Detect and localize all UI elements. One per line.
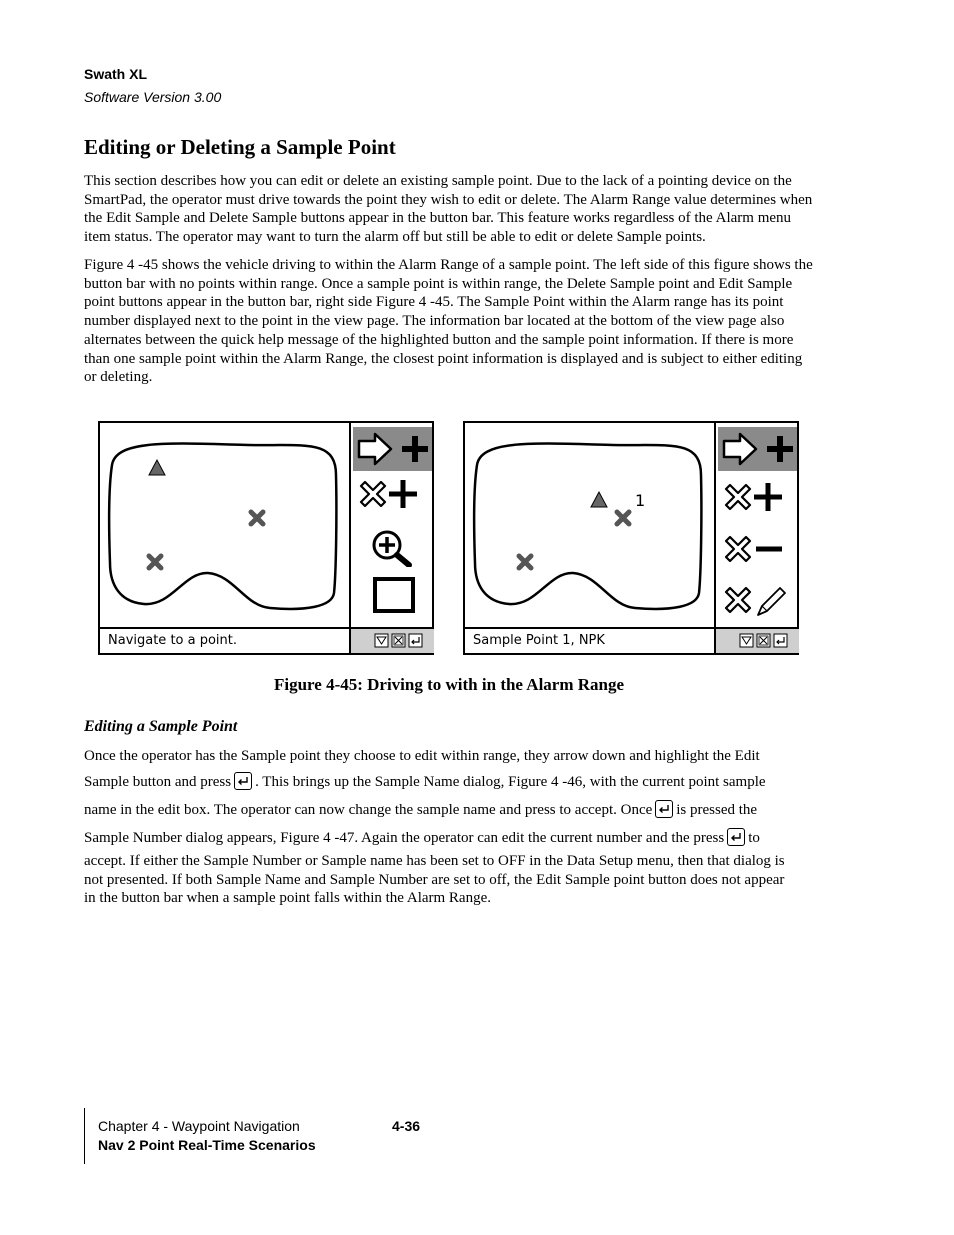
text-segment: is pressed the [676,802,758,818]
paragraph-figure-description: Figure 4 -45 shows the vehicle driving to within the Alarm Range of a sample point. The left side of this figure shows the button bar with no points within range. Once a sample point is within range, the Delete Sample point and Edit Sample point buttons appear in the button bar, right side Figure 4 -45. The Sample Point within the Alarm range has its point number displayed next to the point in the view page. The information bar located at the bottom of the view page also alternates between the quick help message of the highlighted button and the sample point information. If there is more than one sample point within the Alarm Range, the closest point information is displayed and is subject to either editing or deleting. [84,257,813,386]
header-product: Swath XL [84,66,148,82]
sample-point-icon [617,512,629,524]
info-bar [465,627,797,653]
vehicle-icon [149,460,165,475]
text-segment: name in the edit box. The operator can now change the sample name and press to accept. Once [84,802,653,818]
enter-key-icon [774,634,787,647]
footer-page-number: 4-36 [392,1118,421,1134]
field-boundary [474,444,701,609]
subsection-title: Editing a Sample Point [84,718,238,735]
arrow-plus-icon [718,427,797,471]
add-sample-point-button[interactable] [353,475,432,519]
text-segment: Sample Number dialog appears, Figure 4 -47. Again the operator can edit the current number and the press [84,830,725,846]
add-sample-point-button[interactable] [718,478,797,522]
figure-screen-right [463,421,799,655]
close-box-icon [392,634,405,647]
section-title: Editing or Deleting a Sample Point [84,135,396,159]
paragraph-intro: This section describes how you can edit or delete an existing sample point. Due to the lack of a pointing device on the SmartPad, the operator must drive towards the point they wish to edit or delete. The Alarm Range value determines when the Edit Sample and Delete Sample buttons appear in the button bar. This feature works regardless of the Alarm menu item status. The operator may want to turn the alarm off but still be able to edit or delete Sample points. [84,173,813,246]
navigate-to-point-button[interactable] [718,427,797,471]
text-line [84,824,814,852]
field-map [465,423,714,627]
figure-caption: Figure 4-45: Driving to with in the Alarm Range [273,675,625,694]
zoom-in-button[interactable] [353,523,432,567]
footer-rule [84,1108,85,1164]
text-line: not presented. If both Sample Name and Sample Number are set to off, the Edit Sample point button does not appear [84,871,785,888]
header-version: Software Version 3.00 [84,89,222,105]
info-bar-icons [714,629,799,653]
text-segment: Sample button and press [84,774,232,790]
footer-chapter: Chapter 4 - Waypoint Navigation [98,1118,300,1134]
view-extents-button[interactable] [353,573,432,617]
button-bar [349,423,434,627]
delete-sample-point-button[interactable] [718,530,797,574]
sample-point-icon [149,556,161,568]
vehicle-icon [591,492,607,507]
text-line [84,796,814,824]
x-plus-icon [353,475,432,519]
enter-key-icon [727,828,745,846]
navigate-to-point-button[interactable] [353,427,432,471]
text-line [84,768,814,796]
zoom-in-icon [353,523,432,567]
enter-key-icon [655,800,673,818]
field-boundary [109,444,336,609]
info-bar-text: Navigate to a point. [108,633,238,648]
info-bar-icons [349,629,434,653]
enter-key-icon [234,772,252,790]
close-box-icon [757,634,770,647]
sample-point-icon [519,556,531,568]
x-pencil-icon [718,581,797,625]
sample-point-icon [251,512,263,524]
figure-screen-left [98,421,434,655]
text-line: in the button bar when a sample point falls within the Alarm Range. [84,890,491,907]
text-line: Once the operator has the Sample point they choose to edit within range, they arrow down and highlight the Edit [84,748,760,764]
field-map [100,423,349,627]
x-plus-icon [718,478,797,522]
enter-key-icon [409,634,422,647]
scroll-down-icon [740,634,753,647]
x-minus-icon [718,530,797,574]
square-icon [353,573,432,617]
arrow-plus-icon [353,427,432,471]
paragraph-editing [84,748,814,908]
button-bar [714,423,799,627]
footer-section: Nav 2 Point Real-Time Scenarios [98,1137,316,1153]
sample-point-number: 1 [635,491,646,510]
scroll-down-icon [375,634,388,647]
info-bar-text: Sample Point 1, NPK [473,633,605,648]
text-segment: to [748,830,760,846]
text-line: accept. If either the Sample Number or Sample name has been set to OFF in the Data Setup menu, then that dialog is [84,853,785,869]
text-segment: . This brings up the Sample Name dialog, Figure 4 -46, with the current point sample [255,774,766,790]
edit-sample-point-button[interactable] [718,581,797,625]
info-bar [100,627,432,653]
